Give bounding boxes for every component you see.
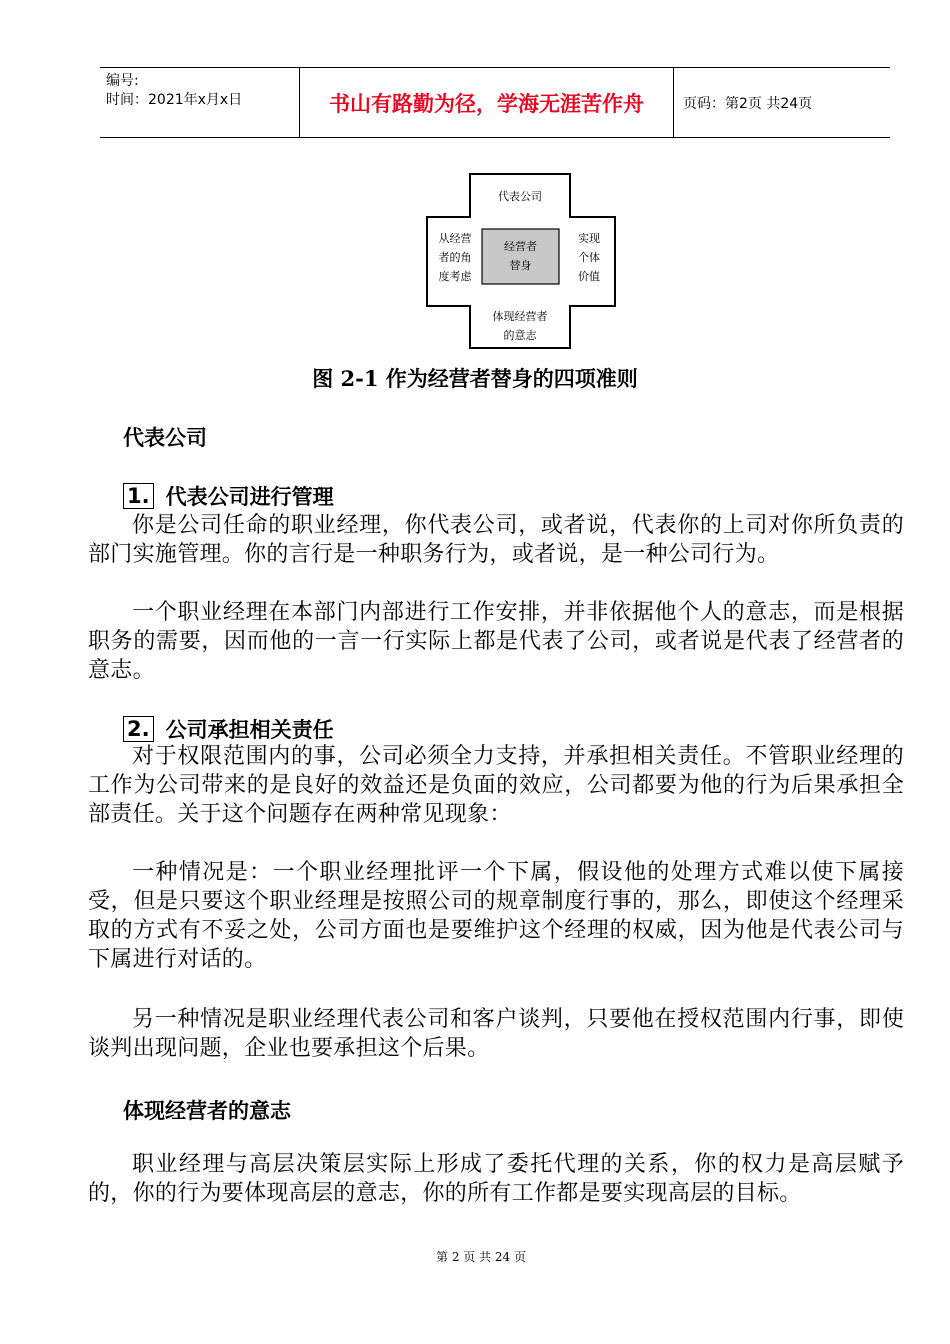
paragraph: 另一种情况是职业经理代表公司和客户谈判，只要他在授权范围内行事，即使谈判出现问题，企业也要承担这个后果。: [88, 1007, 904, 1061]
header-meta: [100, 68, 300, 137]
number-label: 编号:: [106, 73, 139, 89]
four-principles-diagram: [426, 173, 616, 349]
header-page-label: 页码：第2页 共24页: [683, 95, 813, 112]
diagram-top-label: 代表公司: [498, 190, 542, 203]
subheading-1: [123, 481, 334, 511]
paragraph: 你是公司任命的职业经理，你代表公司，或者说，代表你的上司对你所负责的部门实施管理。你的言行是一种职务行为，或者说，是一种公司行为。: [88, 513, 904, 567]
subheading-2: [123, 714, 334, 744]
figure-caption: 图 2-1 作为经营者替身的四项准则: [312, 366, 638, 391]
paragraph: 一个职业经理在本部门内部进行工作安排，并非依据他个人的意志，而是根据职务的需要，因而他的一言一行实际上都是代表了公司，或者说是代表了经营者的意志。: [88, 600, 904, 683]
paragraph: 一种情况是：一个职业经理批评一个下属，假设他的处理方式难以使下属接受，但是只要这个职业经理是按照公司的规章制度行事的，那么，即使这个经理采取的方式有不妥之处，公司方面也是要维护这个经理的权威，因为他是代表公司与下属进行对话的。: [88, 860, 904, 972]
diagram-bottom-label: 体现经营者 的意志: [492, 310, 548, 342]
subheading-2-number: 2.: [123, 716, 154, 742]
paragraph: 对于权限范围内的事，公司必须全力支持，并承担相关责任。不管职业经理的工作为公司带来的是良好的效益还是负面的效应，公司都要为他的行为后果承担全部责任。关于这个问题存在两种常见现象：: [88, 744, 904, 827]
subheading-1-title: 代表公司进行管理: [165, 485, 334, 509]
diagram-left-label: 从经营 者的角 度考虑: [438, 232, 472, 283]
subheading-1-number: 1.: [123, 483, 154, 509]
subheading-2-title: 公司承担相关责任: [165, 718, 334, 742]
time-label: 时间：2021年x月x日: [106, 92, 243, 108]
section-heading-will: 体现经营者的意志: [123, 1099, 291, 1123]
diagram-center-label: 经营者 替身: [504, 240, 537, 272]
diagram-right-label: 实现 个体 价值: [578, 232, 600, 283]
section-heading-represent: 代表公司: [123, 426, 207, 450]
paragraph: 职业经理与高层决策层实际上形成了委托代理的关系，你的权力是高层赋予的，你的行为要体现高层的意志，你的所有工作都是要实现高层的目标。: [88, 1152, 904, 1206]
page-header: [100, 67, 890, 138]
header-motto: 书山有路勤为径，学海无涯苦作舟: [300, 68, 674, 137]
page-footer: 第 2 页 共 24 页: [436, 1250, 526, 1264]
